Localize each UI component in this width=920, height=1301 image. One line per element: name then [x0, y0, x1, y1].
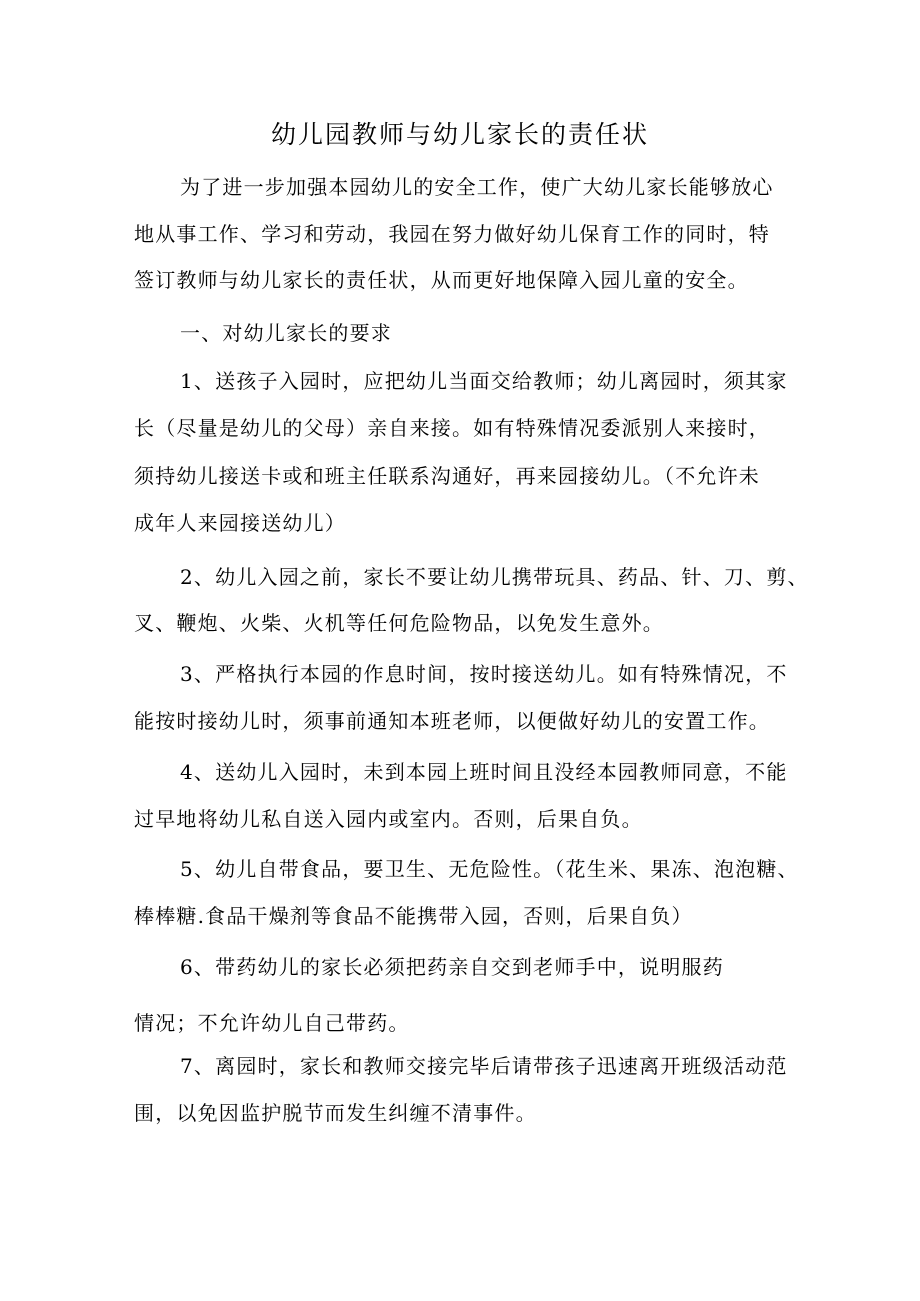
body-line-1: 为了进一步加强本园幼儿的安全工作，使广大幼儿家长能够放心: [180, 175, 774, 199]
body-line-8: 成年人来园接送幼儿）: [134, 511, 346, 535]
body-line-5: 1、送孩子入园时，应把幼儿当面交给教师；幼儿离园时，须其家: [180, 369, 788, 393]
body-line-9: 2、幼儿入园之前，家长不要让幼儿携带玩具、药品、针、刀、剪、: [180, 565, 809, 589]
section-heading: 一、对幼儿家长的要求: [180, 321, 392, 345]
body-line-10: 叉、鞭炮、火柴、火机等任何危险物品，以免发生意外。: [134, 611, 664, 635]
body-line-15: 5、幼儿自带食品，要卫生、无危险性。（花生米、果冻、泡泡糖、: [180, 857, 799, 881]
body-line-19: 7、离园时，家长和教师交接完毕后请带孩子迅速离开班级活动范: [180, 1054, 788, 1078]
body-line-13: 4、送幼儿入园时，未到本园上班时间且没经本园教师同意，不能: [180, 760, 788, 784]
body-line-7: 须持幼儿接送卡或和班主任联系沟通好，再来园接幼儿。（不允许未: [134, 464, 760, 488]
body-line-12: 能按时接幼儿时，须事前通知本班老师，以便做好幼儿的安置工作。: [134, 709, 770, 733]
body-line-6: 长（尽量是幼儿的父母）亲自来接。如有特殊情况委派别人来接时，: [134, 416, 770, 440]
body-line-11: 3、严格执行本园的作息时间，按时接送幼儿。如有特殊情况，不: [180, 662, 788, 686]
document-title: 幼儿园教师与幼儿家长的责任状: [270, 120, 649, 149]
body-line-2: 地从事工作、学习和劳动，我园在努力做好幼儿保育工作的同时，特: [134, 222, 770, 246]
body-line-14: 过早地将幼儿私自送入园内或室内。否则，后果自负。: [134, 807, 643, 831]
body-line-20: 围，以免因监护脱节而发生纠缠不清事件。: [134, 1101, 537, 1125]
body-line-17: 6、带药幼儿的家长必须把药亲自交到老师手中，说明服药: [180, 955, 724, 979]
body-line-18: 情况；不允许幼儿自己带药。: [134, 1011, 410, 1035]
body-line-3: 签订教师与幼儿家长的责任状，从而更好地保障入园儿童的安全。: [134, 268, 749, 292]
body-line-16: 棒棒糖.食品干燥剂等食品不能携带入园，否则，后果自负）: [134, 904, 693, 928]
